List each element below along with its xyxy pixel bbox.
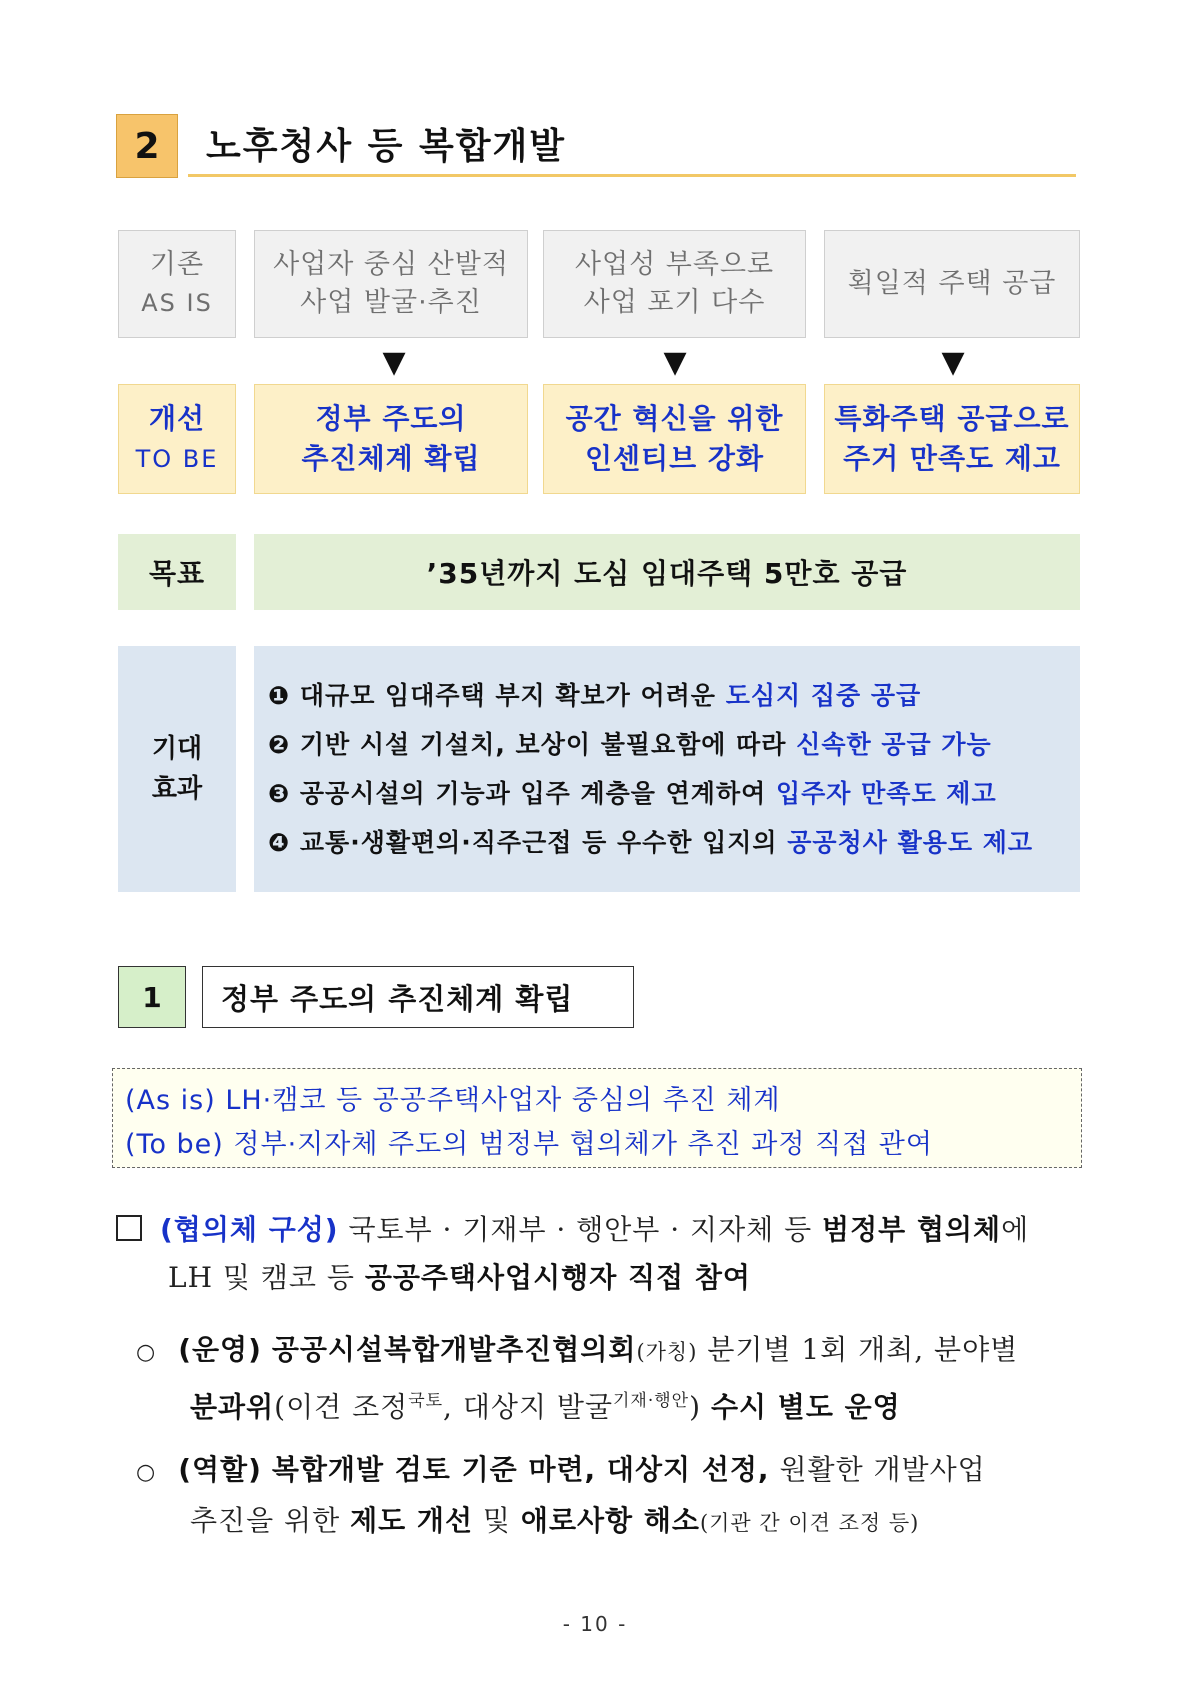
sub-paragraph-line1: [136, 1326, 1086, 1377]
tobe-label-en: TO BE: [135, 445, 219, 473]
arrow-down-icon: ▼: [382, 344, 406, 380]
effect-item: [268, 818, 1080, 867]
section-number-badge: 2: [116, 114, 178, 178]
main-paragraph: [116, 1206, 1086, 1302]
tobe-item-2: [543, 384, 806, 494]
tobe-item-1-line2: 추진체계 확립: [301, 442, 481, 475]
sub-para-text: , 대상지 발굴: [443, 1390, 613, 1424]
sub-para-superscript: 국토: [408, 1391, 444, 1411]
asis-item-1-line2: 사업 발굴·추진: [300, 287, 482, 318]
asis-item-1: [254, 230, 528, 338]
sub-para-text: 및: [482, 1504, 511, 1537]
arrow-down-icon: ▼: [941, 344, 965, 380]
effect-item: [268, 671, 1080, 720]
sub-para-small: (기관 간 이견 조정 등): [699, 1511, 920, 1535]
tobe-item-1: [254, 384, 528, 494]
tobe-label-ko: 개선: [148, 402, 206, 435]
sub-para-bold: 공공시설복합개발추진협의회: [271, 1333, 637, 1366]
sub-para-bold: 수시 별도 운영: [710, 1390, 901, 1424]
tobe-item-2-line1: 공간 혁신을 위한: [565, 402, 784, 435]
main-paragraph-line1: [116, 1206, 1086, 1254]
arrow-down-icon: ▼: [663, 344, 687, 380]
main-para-text: 국토부 · 기재부 · 행안부 · 지자체 등: [348, 1213, 813, 1246]
section-title: 노후청사 등 복합개발: [206, 126, 567, 167]
effect-bullet: ❷: [268, 730, 291, 759]
sub-para-superscript: 기재·행안: [613, 1391, 690, 1411]
sub-para-head: (운영): [178, 1333, 262, 1366]
asis-item-2: [543, 230, 806, 338]
page-number: - 10 -: [562, 1612, 628, 1636]
effects-label: [118, 646, 236, 892]
sub-para-bold: 복합개발 검토 기준 마련, 대상지 선정,: [271, 1453, 770, 1486]
asis-label-ko: 기존: [149, 249, 205, 280]
sub-para-bold: 애로사항 해소: [520, 1504, 700, 1537]
sub-paragraph-line2: [136, 1377, 1086, 1431]
effect-bullet: ❶: [268, 681, 291, 710]
tobe-item-3-line1: 특화주택 공급으로: [834, 402, 1070, 435]
effect-bullet: ❸: [268, 779, 291, 808]
checkbox-icon: [116, 1215, 142, 1241]
tobe-item-3: [824, 384, 1080, 494]
sub-para-text: 추진을 위한: [190, 1504, 341, 1537]
tobe-item-3-line2: 주거 만족도 제고: [843, 442, 1061, 475]
main-para-head: (협의체 구성): [160, 1213, 339, 1246]
sub-para-text: (이견 조정: [274, 1390, 409, 1424]
sub-paragraph-operation: [136, 1326, 1086, 1431]
asis-item-1-line1: 사업자 중심 산발적: [273, 249, 509, 280]
as-is-to-be-box: [112, 1068, 1082, 1168]
subsection-number-badge: 1: [118, 966, 186, 1028]
tobe-item-2-line2: 인센티브 강화: [584, 442, 765, 475]
circle-bullet-icon: ○: [136, 1340, 157, 1365]
effect-text: 대규모 임대주택 부지 확보가 어려운: [299, 681, 716, 710]
goal-text: ’35년까지 도심 임대주택 5만호 공급: [254, 534, 1080, 610]
as-is-line: (As is) LH·캠코 등 공공주택사업자 중심의 추진 체계: [125, 1085, 781, 1116]
sub-para-head: (역할): [178, 1453, 262, 1486]
sub-paragraph-line1: [136, 1446, 1086, 1497]
sub-paragraph-line2: [136, 1497, 1086, 1547]
effects-list: [254, 646, 1080, 892]
main-para-bold: 범정부 협의체: [822, 1213, 1002, 1246]
goal-label: 목표: [118, 534, 236, 610]
effect-highlight: 신속한 공급 가능: [796, 730, 992, 759]
asis-item-2-line2: 사업 포기 다수: [583, 287, 766, 318]
effect-highlight: 공공청사 활용도 제고: [787, 828, 1034, 857]
asis-label-cell: [118, 230, 236, 338]
sub-para-bold: 분과위: [190, 1390, 275, 1424]
sub-para-bold: 제도 개선: [350, 1504, 474, 1537]
main-para-text: LH 및 캠코 등: [168, 1261, 355, 1294]
main-paragraph-line2: [116, 1254, 1086, 1302]
effect-bullet: ❹: [268, 828, 291, 857]
section-underline: [188, 174, 1076, 177]
effect-item: [268, 720, 1080, 769]
effect-item: [268, 769, 1080, 818]
main-para-text: 에: [1001, 1213, 1030, 1246]
effect-highlight: 입주자 만족도 제고: [775, 779, 997, 808]
asis-label-en: AS IS: [141, 289, 213, 317]
effects-label-line2: 효과: [151, 774, 203, 804]
to-be-line: (To be) 정부·지자체 주도의 범정부 협의체가 추진 과정 직접 관여: [125, 1129, 933, 1160]
tobe-item-1-line1: 정부 주도의: [315, 402, 467, 435]
subsection-title: 정부 주도의 추진체계 확립: [202, 966, 634, 1028]
effects-label-line1: 기대: [151, 734, 203, 764]
effect-highlight: 도심지 집중 공급: [725, 681, 922, 710]
sub-para-text: ): [689, 1390, 702, 1424]
sub-para-text: 분기별 1회 개최, 분야별: [707, 1333, 1019, 1366]
sub-para-small: (가칭): [636, 1340, 698, 1364]
circle-bullet-icon: ○: [136, 1460, 157, 1485]
sub-paragraph-role: [136, 1446, 1086, 1547]
tobe-label-cell: [118, 384, 236, 494]
sub-para-text: 원활한 개발사업: [779, 1453, 986, 1486]
asis-item-2-line1: 사업성 부족으로: [574, 249, 775, 280]
effect-text: 공공시설의 기능과 입주 계층을 연계하여: [299, 779, 767, 808]
asis-item-3-line1: 획일적 주택 공급: [847, 268, 1057, 299]
effect-text: 교통·생활편의·직주근접 등 우수한 입지의: [299, 828, 778, 857]
main-para-bold: 공공주택사업시행자 직접 참여: [364, 1261, 751, 1294]
effect-text: 기반 시설 기설치, 보상이 불필요함에 따라: [299, 730, 787, 759]
asis-item-3: [824, 230, 1080, 338]
